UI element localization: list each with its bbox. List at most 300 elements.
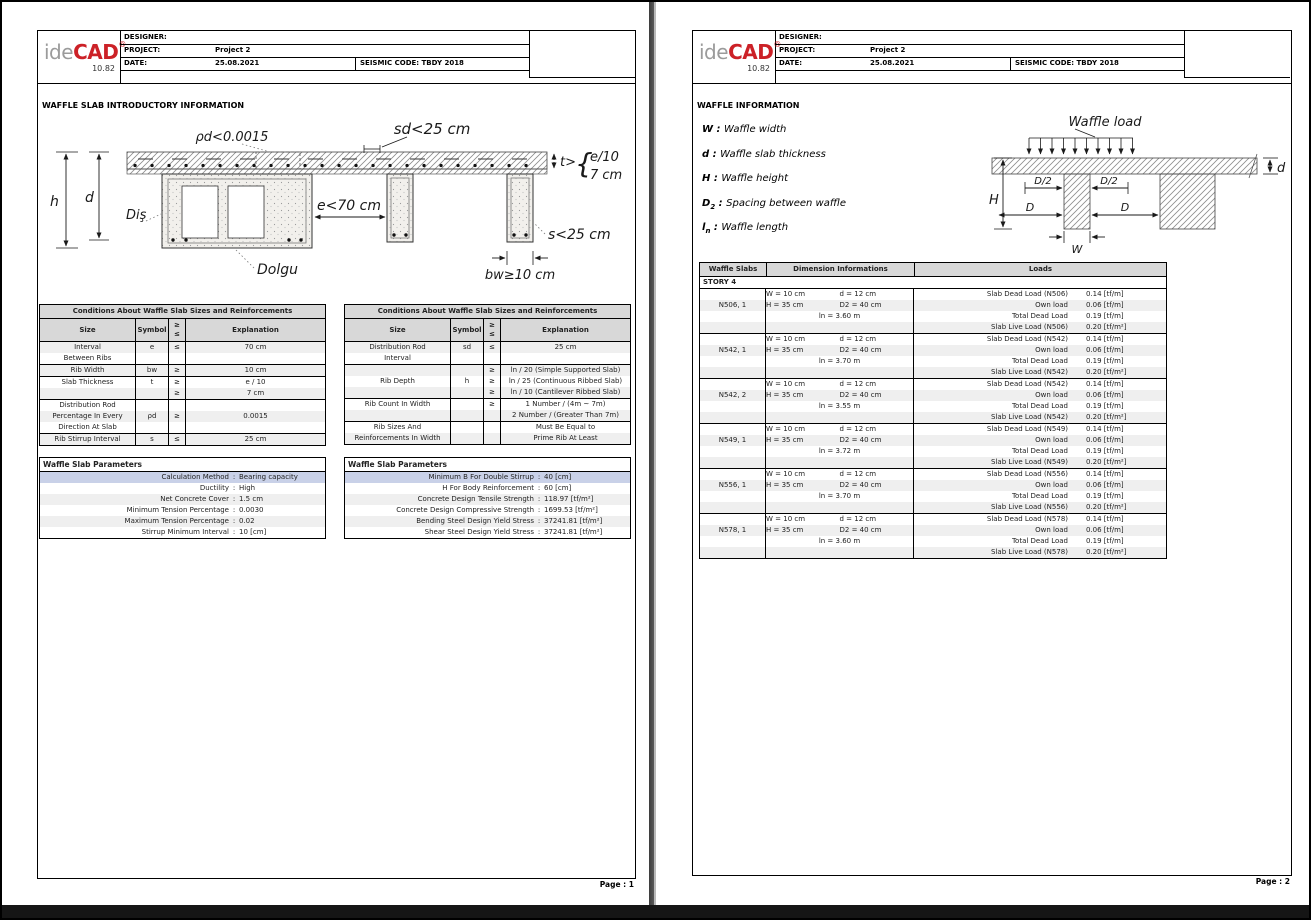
table-row xyxy=(40,400,325,411)
conditions-table-title: Conditions About Waffle Slab Sizes and Reinforcements xyxy=(40,305,325,319)
explanation-cell: 2 Number / (Greater Than 7m) xyxy=(500,410,630,421)
dim-d2: D2 = 40 cm xyxy=(839,436,882,444)
load-value-cell: 0.19 [tf/m] xyxy=(1086,537,1124,545)
waffle-slab-parameters-right xyxy=(344,457,631,539)
definition-term: d : xyxy=(702,148,721,160)
compare-cell: ≥ xyxy=(168,388,185,399)
symbol-cell: t xyxy=(135,377,168,388)
compare-cell: ≥ xyxy=(483,365,500,376)
page-1-footer: Page : 1 xyxy=(599,880,634,889)
symbol-cell xyxy=(135,400,168,411)
load-label-cell: Slab Dead Load (N549) xyxy=(986,425,1068,433)
parameter-row xyxy=(345,527,630,538)
dim-d: d = 12 cm xyxy=(839,515,877,523)
load-value-cell: 0.20 [tf/m²] xyxy=(1086,548,1127,556)
dim-d: d = 12 cm xyxy=(839,470,877,478)
size-cell xyxy=(345,410,450,421)
dim-w: W = 10 cm xyxy=(766,425,806,433)
col-loads-header: Loads xyxy=(914,263,1166,276)
table-row xyxy=(700,424,1166,435)
load-value-cell: 0.14 [tf/m] xyxy=(1086,290,1124,298)
dimensions-cell xyxy=(766,547,914,558)
slab-name-cell: N506, 1 xyxy=(700,300,766,311)
parameter-label: Minimum B For Double Stirrup xyxy=(428,473,534,481)
dim-w: W = 10 cm xyxy=(766,380,806,388)
table-row xyxy=(700,345,1166,356)
load-label-cell: Total Dead Load xyxy=(1011,447,1068,455)
load-value-cell: 0.20 [tf/m²] xyxy=(1086,458,1127,466)
load-label-cell: Total Dead Load xyxy=(1011,312,1068,320)
conditions-table-header xyxy=(40,319,325,342)
slab-name-cell: N542, 1 xyxy=(700,345,766,356)
waffle-load-label: Waffle load xyxy=(1068,115,1142,130)
registered-icon: ® xyxy=(773,40,781,49)
header-row-designer xyxy=(120,31,529,45)
explanation-cell: e / 10 xyxy=(185,377,325,388)
conditions-group xyxy=(345,398,630,421)
compare-cell: ≥ xyxy=(483,399,500,410)
dim-ln: ln = 3.70 m xyxy=(818,492,861,500)
compare-cell: ≥ xyxy=(168,365,185,376)
load-label-cell: Own load xyxy=(1035,346,1068,354)
table-row xyxy=(345,399,630,410)
seismic-code: SEISMIC CODE: TBDY 2018 xyxy=(1010,57,1184,70)
explanation-cell: 7 cm xyxy=(185,388,325,399)
slab-name-cell xyxy=(700,367,766,378)
date-value: 25.08.2021 xyxy=(215,59,260,67)
table-row xyxy=(700,469,1166,480)
size-cell: Distribution Rod xyxy=(59,401,116,409)
table-row xyxy=(700,334,1166,345)
compare-cell xyxy=(168,400,185,411)
dim-d2: D2 = 40 cm xyxy=(839,301,882,309)
parameter-label: Calculation Method xyxy=(161,473,229,481)
load-label-cell: Total Dead Load xyxy=(1011,402,1068,410)
col-waffle-slabs-header: Waffle Slabs xyxy=(708,265,758,273)
symbol-cell xyxy=(450,353,483,364)
table-row xyxy=(700,311,1166,322)
size-cell: Rib Depth xyxy=(380,377,415,385)
parameter-row xyxy=(40,472,325,483)
compare-cell: ≥ xyxy=(168,377,185,388)
project-label: PROJECT: xyxy=(124,46,161,54)
dimensions-cell xyxy=(766,412,914,423)
dim-ln: ln = 3.60 m xyxy=(818,537,861,545)
parameter-label: Concrete Design Tensile Strength xyxy=(417,495,534,503)
parameter-value: 118.97 [tf/m²] xyxy=(544,495,594,503)
col-size-header: Size xyxy=(389,325,406,334)
slab-name-cell xyxy=(700,412,766,423)
dim-d2-left-label: D/2 xyxy=(1034,176,1052,187)
compare-cell xyxy=(483,410,500,421)
dim-D-left-label: D xyxy=(1025,201,1035,214)
load-value-cell: 0.14 [tf/m] xyxy=(1086,335,1124,343)
conditions-table-header xyxy=(345,319,630,342)
parameter-row xyxy=(345,505,630,516)
size-cell: Distribution Rod xyxy=(369,343,426,351)
parameter-row xyxy=(345,483,630,494)
dimensions-cell xyxy=(766,379,914,390)
load-label-cell: Slab Dead Load (N556) xyxy=(986,470,1068,478)
logo-ide: ide xyxy=(44,40,74,64)
table-row xyxy=(700,536,1166,547)
table-row xyxy=(700,502,1166,513)
conditions-group xyxy=(40,399,325,433)
dimensions-cell xyxy=(766,502,914,513)
load-value-cell: 0.06 [tf/m] xyxy=(1086,301,1124,309)
parameter-colon: : xyxy=(537,495,541,503)
symbol-cell: sd xyxy=(450,342,483,353)
idecad-logo xyxy=(699,40,781,64)
rho-constraint-label: ρd<0.0015 xyxy=(195,130,269,145)
table-row xyxy=(700,480,1166,491)
parameter-value: 10 [cm] xyxy=(239,528,267,536)
symbol-cell xyxy=(135,422,168,433)
parameter-colon: : xyxy=(537,484,541,492)
col-symbol-header: Symbol xyxy=(135,319,168,341)
dim-w: W = 10 cm xyxy=(766,470,806,478)
load-value-cell: 0.06 [tf/m] xyxy=(1086,481,1124,489)
slab-name-cell: N549, 1 xyxy=(700,435,766,446)
parameter-colon: : xyxy=(232,495,236,503)
conditions-group xyxy=(345,364,630,398)
logo-ide: ide xyxy=(699,40,729,64)
compare-cell xyxy=(483,353,500,364)
conditions-table-right xyxy=(344,304,631,445)
load-label-cell: Slab Dead Load (N506) xyxy=(986,290,1068,298)
load-value-cell: 0.14 [tf/m] xyxy=(1086,470,1124,478)
slab-name-cell: N556, 1 xyxy=(700,480,766,491)
date-value: 25.08.2021 xyxy=(870,59,915,67)
le-sign: ≤ xyxy=(489,330,495,338)
viewer-bottom-bar xyxy=(2,905,1309,918)
dim-d-label: d xyxy=(85,190,94,206)
slab-name-cell: N578, 1 xyxy=(700,525,766,536)
table-row xyxy=(700,390,1166,401)
explanation-cell xyxy=(500,353,630,364)
load-value-cell: 0.06 [tf/m] xyxy=(1086,346,1124,354)
parameter-value: 0.0030 xyxy=(239,506,264,514)
table-row xyxy=(700,322,1166,333)
dim-W-label: W xyxy=(1071,243,1083,256)
size-cell: Percentage In Every xyxy=(52,412,123,420)
dimensions-cell xyxy=(766,424,914,435)
header-row-date xyxy=(775,57,1184,71)
explanation-cell: 70 cm xyxy=(185,342,325,353)
idecad-logo xyxy=(44,40,126,64)
logo-cell xyxy=(693,31,781,83)
load-value-cell: 0.06 [tf/m] xyxy=(1086,391,1124,399)
slab-name-cell xyxy=(700,491,766,502)
parameter-label: Bending Steel Design Yield Stress xyxy=(416,517,534,525)
col-compare-header xyxy=(483,319,500,341)
slab-name-cell xyxy=(700,401,766,412)
dimensions-cell xyxy=(766,491,914,502)
dimensions-cell xyxy=(766,525,914,536)
dim-w: W = 10 cm xyxy=(766,515,806,523)
ge-sign: ≥ xyxy=(489,321,495,329)
parameter-value: Bearing capacity xyxy=(239,473,298,481)
dim-d-label: d xyxy=(1277,161,1286,176)
parameter-label: Minimum Tension Percentage xyxy=(126,506,229,514)
conditions-group xyxy=(40,342,325,364)
s-constraint-label: s<25 cm xyxy=(548,227,611,243)
parameter-row xyxy=(345,494,630,505)
project-value: Project 2 xyxy=(215,46,251,54)
explanation-cell: Prime Rib At Least xyxy=(500,433,630,444)
load-label-cell: Slab Live Load (N549) xyxy=(991,458,1068,466)
load-value-cell: 0.19 [tf/m] xyxy=(1086,402,1124,410)
load-label-cell: Own load xyxy=(1035,391,1068,399)
table-row xyxy=(700,412,1166,423)
definition-item xyxy=(702,198,987,209)
load-label-cell: Slab Live Load (N542) xyxy=(991,413,1068,421)
parameter-value: 60 [cm] xyxy=(544,484,572,492)
dimensions-cell xyxy=(766,311,914,322)
definition-item xyxy=(702,124,987,135)
load-label-cell: Own load xyxy=(1035,481,1068,489)
dis-label: Diş xyxy=(126,208,147,223)
report-header xyxy=(693,31,1291,84)
table-row xyxy=(700,514,1166,525)
symbol-cell xyxy=(135,388,168,399)
symbol-cell: h xyxy=(450,376,483,387)
conditions-group xyxy=(40,433,325,445)
symbol-cell xyxy=(450,387,483,398)
compare-cell: ≤ xyxy=(168,434,185,445)
slab-name-cell xyxy=(700,514,766,525)
definition-term: H : xyxy=(702,173,722,184)
dim-d2: D2 = 40 cm xyxy=(839,346,882,354)
slab-name-cell xyxy=(700,446,766,457)
load-label-cell: Slab Live Load (N556) xyxy=(991,503,1068,511)
waffle-slab-section-diagram xyxy=(42,118,642,300)
table-row xyxy=(700,356,1166,367)
table-row xyxy=(700,491,1166,502)
parameter-colon: : xyxy=(232,484,236,492)
conditions-table-left xyxy=(39,304,326,446)
explanation-cell: Must Be Equal to xyxy=(500,422,630,433)
parameter-row xyxy=(345,472,630,483)
dim-d2-right-label: D/2 xyxy=(1100,176,1118,187)
ge-sign: ≥ xyxy=(174,321,180,329)
header-row-empty xyxy=(775,70,1184,83)
table-row xyxy=(40,434,325,445)
load-arrows xyxy=(1029,138,1133,154)
parameter-value: High xyxy=(239,484,256,492)
table-row xyxy=(40,353,325,364)
page-1-title: WAFFLE SLAB INTRODUCTORY INFORMATION xyxy=(42,101,245,110)
waffle-group xyxy=(700,334,1166,379)
size-cell: Between Ribs xyxy=(63,354,112,362)
load-label-cell: Slab Live Load (N578) xyxy=(991,548,1068,556)
size-cell: Interval xyxy=(384,354,411,362)
col-compare-header xyxy=(168,319,185,341)
header-row-empty xyxy=(120,70,529,83)
story-row: STORY 4 xyxy=(700,277,1166,289)
size-cell xyxy=(40,388,135,399)
dim-h-label: h xyxy=(50,194,59,210)
load-value-cell: 0.20 [tf/m²] xyxy=(1086,503,1127,511)
dimensions-cell xyxy=(766,300,914,311)
dim-d2: D2 = 40 cm xyxy=(839,526,882,534)
symbol-cell xyxy=(450,399,483,410)
load-value-cell: 0.06 [tf/m] xyxy=(1086,526,1124,534)
dim-h: H = 35 cm xyxy=(766,301,804,309)
load-value-cell: 0.06 [tf/m] xyxy=(1086,436,1124,444)
definition-description: Waffle height xyxy=(721,173,789,184)
table-row xyxy=(345,365,630,376)
dim-d2: D2 = 40 cm xyxy=(839,481,882,489)
dim-H-label: H xyxy=(989,193,999,208)
size-cell: Rib Sizes And xyxy=(373,423,422,431)
compare-cell xyxy=(168,422,185,433)
table-row xyxy=(345,410,630,421)
symbol-cell xyxy=(450,422,483,433)
compare-cell xyxy=(483,422,500,433)
dimensions-cell xyxy=(766,367,914,378)
explanation-cell: ln / 20 (Simple Supported Slab) xyxy=(500,365,630,376)
explanation-cell: 10 cm xyxy=(185,365,325,376)
parameter-colon: : xyxy=(232,517,236,525)
slab-name-cell xyxy=(700,356,766,367)
dimensions-cell xyxy=(766,435,914,446)
header-row-date xyxy=(120,57,529,71)
size-cell: Rib Stirrup Interval xyxy=(54,435,121,443)
conditions-group xyxy=(345,342,630,364)
definition-term: W : xyxy=(702,124,724,135)
definition-term: $D_2$ : xyxy=(702,197,727,211)
dim-ln: ln = 3.70 m xyxy=(818,357,861,365)
load-label-cell: Total Dead Load xyxy=(1011,357,1068,365)
definition-item xyxy=(702,149,987,160)
table-row xyxy=(345,387,630,398)
parameter-label: Shear Steel Design Yield Stress xyxy=(424,528,534,536)
definition-description: Waffle slab thickness xyxy=(720,148,826,160)
t-e10-label: e/10 xyxy=(590,150,619,165)
dolgu-label: Dolgu xyxy=(257,262,298,278)
parameter-label: Stirrup Minimum Interval xyxy=(141,528,229,536)
definition-description: Waffle length xyxy=(721,222,789,233)
explanation-cell: ln / 10 (Cantilever Ribbed Slab) xyxy=(500,387,630,398)
parameter-colon: : xyxy=(537,473,541,481)
seismic-code: SEISMIC CODE: TBDY 2018 xyxy=(355,57,529,70)
dim-ln: ln = 3.60 m xyxy=(818,312,861,320)
report-header xyxy=(38,31,635,84)
explanation-cell: ln / 25 (Continuous Ribbed Slab) xyxy=(500,376,630,387)
table-row xyxy=(700,289,1166,300)
slab-name-cell xyxy=(700,536,766,547)
waffle-table-header xyxy=(700,263,1166,277)
definition-description: Spacing between waffle xyxy=(726,197,846,209)
waffle-group xyxy=(700,514,1166,558)
load-value-cell: 0.14 [tf/m] xyxy=(1086,515,1124,523)
table-row xyxy=(700,435,1166,446)
explanation-cell: 0.0015 xyxy=(185,411,325,422)
dimensions-cell xyxy=(766,356,914,367)
dim-d: d = 12 cm xyxy=(839,425,877,433)
page-2-footer: Page : 2 xyxy=(1255,877,1290,886)
symbol-cell xyxy=(450,410,483,421)
dim-h: H = 35 cm xyxy=(766,346,804,354)
definition-term: $l_n$ : xyxy=(702,222,722,235)
size-cell: Reinforcements In Width xyxy=(354,434,441,442)
symbol-cell: ρd xyxy=(135,411,168,422)
parameter-label: H For Body Reinforcement xyxy=(442,484,534,492)
table-row xyxy=(40,388,325,399)
symbol-cell xyxy=(135,353,168,364)
dim-h: H = 35 cm xyxy=(766,526,804,534)
compare-cell: ≥ xyxy=(168,411,185,422)
bw-constraint-label: bw≥10 cm xyxy=(484,268,556,283)
col-explanation-header: Explanation xyxy=(185,319,325,341)
parameter-value: 0.02 xyxy=(239,517,255,525)
header-row-project xyxy=(775,44,1184,58)
load-value-cell: 0.20 [tf/m²] xyxy=(1086,323,1127,331)
load-value-cell: 0.14 [tf/m] xyxy=(1086,425,1124,433)
definition-item xyxy=(702,222,987,233)
table-row xyxy=(700,457,1166,468)
registered-icon: ® xyxy=(118,40,126,49)
dimensions-cell xyxy=(766,514,914,525)
page-divider xyxy=(648,2,658,918)
logo-version: 10.82 xyxy=(92,64,115,73)
explanation-cell: 25 cm xyxy=(500,342,630,353)
dim-d: d = 12 cm xyxy=(839,290,877,298)
parameter-value: 1.5 cm xyxy=(239,495,264,503)
waffle-load-diagram xyxy=(987,114,1287,256)
dim-w: W = 10 cm xyxy=(766,290,806,298)
col-explanation-header: Explanation xyxy=(500,319,630,341)
table-row xyxy=(40,342,325,353)
col-dimensions-header: Dimension Informations xyxy=(766,263,914,276)
slab-name-cell xyxy=(700,322,766,333)
waffle-group xyxy=(700,379,1166,424)
symbol-cell: bw xyxy=(135,365,168,376)
parameter-row xyxy=(345,516,630,527)
parameter-label: Maximum Tension Percentage xyxy=(124,517,229,525)
header-row-project xyxy=(120,44,529,58)
compare-cell: ≥ xyxy=(483,376,500,387)
explanation-cell xyxy=(185,353,325,364)
conditions-table-title: Conditions About Waffle Slab Sizes and Reinforcements xyxy=(345,305,630,319)
dim-D-right-label: D xyxy=(1120,201,1130,214)
size-cell: Rib Count In Width xyxy=(364,400,431,408)
size-cell: Slab Thickness xyxy=(61,378,114,386)
slab-name-cell xyxy=(700,457,766,468)
load-label-cell: Own load xyxy=(1035,301,1068,309)
table-row xyxy=(345,422,630,433)
symbol-cell: s xyxy=(135,434,168,445)
compare-cell xyxy=(168,353,185,364)
load-label-cell: Total Dead Load xyxy=(1011,492,1068,500)
dim-ln: ln = 3.55 m xyxy=(818,402,861,410)
load-label-cell: Slab Dead Load (N542) xyxy=(986,380,1068,388)
dimensions-cell xyxy=(766,390,914,401)
parameter-value: 1699.53 [tf/m²] xyxy=(544,506,598,514)
load-label-cell: Slab Live Load (N506) xyxy=(991,323,1068,331)
conditions-group xyxy=(40,376,325,399)
table-row xyxy=(700,525,1166,536)
table-row xyxy=(700,367,1166,378)
load-label-cell: Total Dead Load xyxy=(1011,537,1068,545)
symbol-cell xyxy=(450,365,483,376)
dimensions-cell xyxy=(766,457,914,468)
date-label: DATE: xyxy=(779,59,803,67)
page-2-title: WAFFLE INFORMATION xyxy=(697,101,800,110)
col-symbol-header: Symbol xyxy=(450,319,483,341)
parameter-colon: : xyxy=(537,517,541,525)
